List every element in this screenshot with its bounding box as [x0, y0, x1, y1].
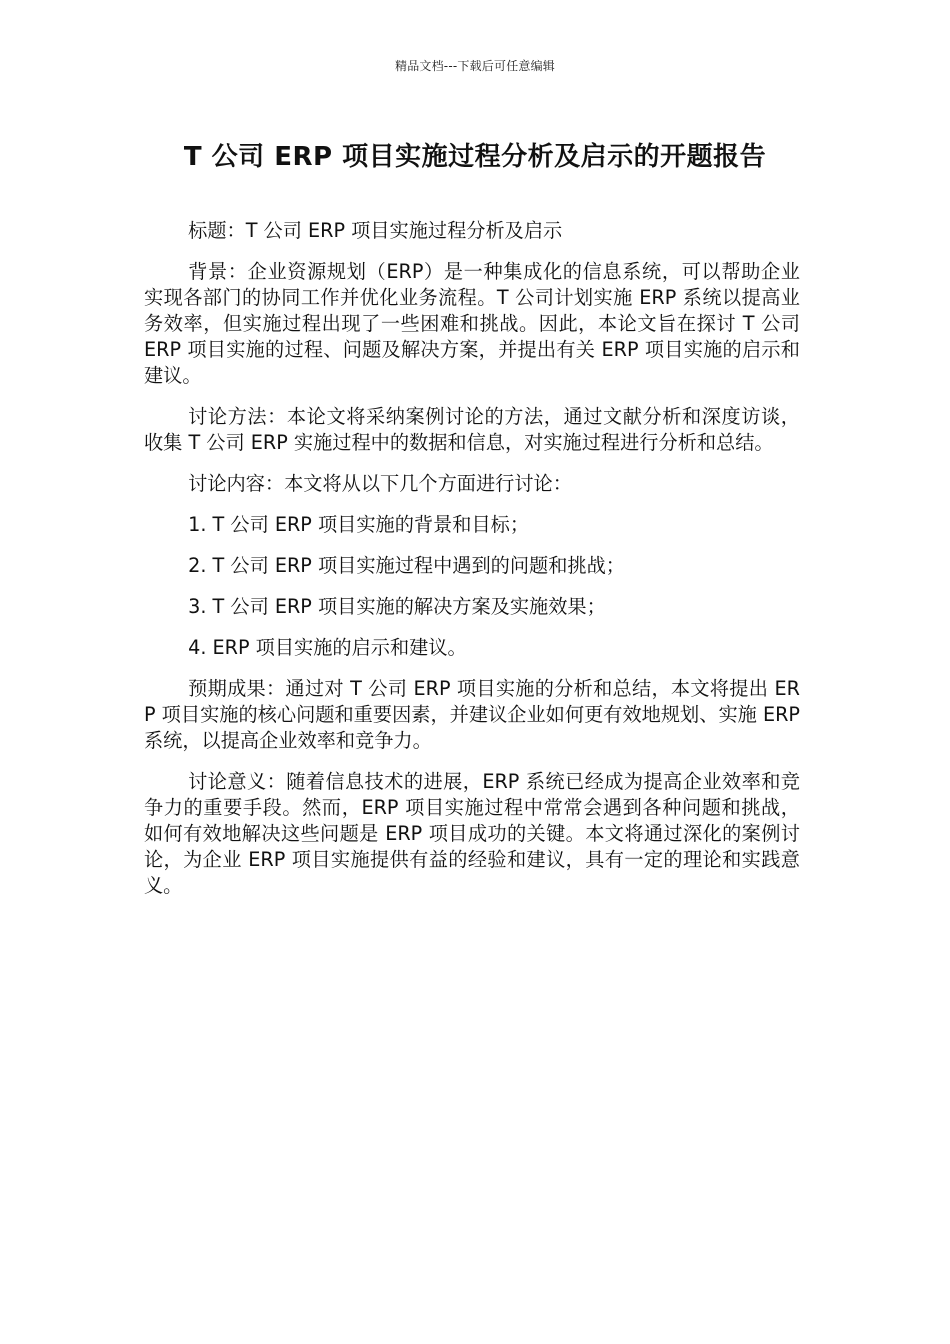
- list-item: 3. T 公司 ERP 项目实施的解决方案及实施效果；: [188, 595, 606, 618]
- paragraph-significance: 讨论意义：随着信息技术的进展，ERP 系统已经成为提高企业效率和竞争力的重要手段。然而，ERP 项目实施过程中常常会遇到各种问题和挑战，如何有效地解决这些问题是 ERP 项目成功的关键。本文将通过深化的案例讨论，为企业 ERP 项目实施提供有益的经验和建议，具有一定的理论和实践意义。: [144, 770, 800, 897]
- paragraph-background: 背景：企业资源规划（ERP）是一种集成化的信息系统，可以帮助企业实现各部门的协同工作并优化业务流程。T 公司计划实施 ERP 系统以提高业务效率，但实施过程出现了一些困难和挑战。因此，本论文旨在探讨 T 公司 ERP 项目实施的过程、问题及解决方案，并提出有关 ERP 项目实施的启示和建议。: [144, 260, 800, 387]
- list-item: 2. T 公司 ERP 项目实施过程中遇到的问题和挑战；: [188, 554, 625, 577]
- list-item: 1. T 公司 ERP 项目实施的背景和目标；: [188, 513, 530, 536]
- paragraph-content-intro: 讨论内容：本文将从以下几个方面进行讨论：: [188, 472, 572, 495]
- document-body: [144, 218, 800, 914]
- header-note: 精品文档---下载后可任意编辑: [395, 59, 555, 73]
- paragraph-method: 讨论方法：本论文将采纳案例讨论的方法，通过文献分析和深度访谈，收集 T 公司 ERP 实施过程中的数据和信息，对实施过程进行分析和总结。: [144, 405, 800, 454]
- paragraph-expected-results: 预期成果：通过对 T 公司 ERP 项目实施的分析和总结，本文将提出 ERP 项目实施的核心问题和重要因素，并建议企业如何更有效地规划、实施 ERP 系统，以提高企业效率和竞争力。: [144, 677, 800, 752]
- paragraph-title-line: 标题：T 公司 ERP 项目实施过程分析及启示: [188, 219, 563, 242]
- list-item: 4. ERP 项目实施的启示和建议。: [188, 636, 467, 659]
- document-title: T 公司 ERP 项目实施过程分析及启示的开题报告: [183, 142, 767, 172]
